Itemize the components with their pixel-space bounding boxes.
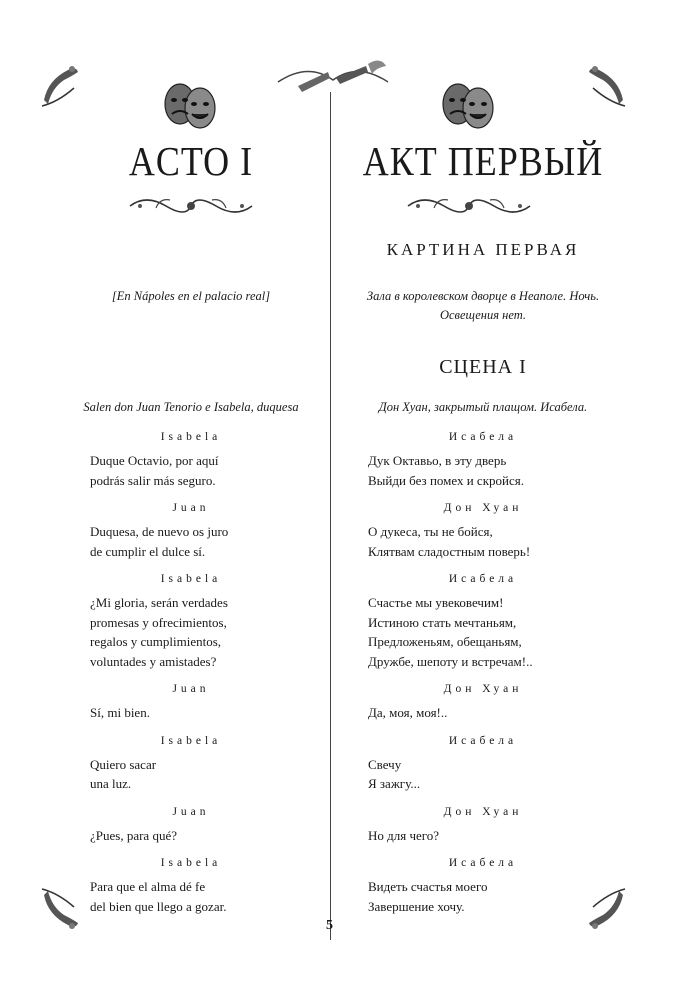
speaker-name: Дон Хуан xyxy=(443,805,523,818)
verse-block xyxy=(60,703,322,723)
top-center-ornament xyxy=(268,52,398,102)
speaker-name: Исабела xyxy=(448,734,518,747)
verse-line: Видеть счастья моего xyxy=(368,879,488,894)
verse-line: Quiero sacar xyxy=(90,756,157,772)
speaker-name: Исабела xyxy=(448,573,518,585)
verse-line: podrás salir más seguro. xyxy=(90,472,216,488)
speaker-name: Juan xyxy=(172,805,210,818)
verse-line: Para que el alma dé fe xyxy=(90,879,206,894)
verse-block xyxy=(60,593,322,671)
verse-block xyxy=(60,522,322,561)
verse-line: Предложеньям, обещаньям, xyxy=(368,634,522,649)
speaker-name: Исабела xyxy=(448,857,518,869)
corner-ornament-top-right xyxy=(585,60,629,110)
corner-ornament-top-left xyxy=(38,60,82,110)
speaker-name: Дон Хуан xyxy=(443,683,523,695)
speaker-name: Isabela xyxy=(160,734,222,747)
verse-block xyxy=(344,593,622,671)
verse-line: del bien que llego a gozar. xyxy=(90,898,227,914)
verse-line: Да, моя, моя!.. xyxy=(368,705,448,720)
verse-line: Счастье мы увековечим! xyxy=(368,595,504,610)
speaker-name: Isabela xyxy=(160,431,222,443)
scene-number: СЦЕНА I xyxy=(439,356,527,378)
verse-line: Завершение хочу. xyxy=(368,898,465,914)
scene-title-russian: КАРТИНА ПЕРВАЯ xyxy=(386,240,580,259)
verse-block xyxy=(344,755,622,794)
speaker-name: Дон Хуан xyxy=(443,502,523,514)
verse-block xyxy=(60,826,322,846)
verse-block xyxy=(344,451,622,490)
verse-block xyxy=(60,755,322,794)
speaker-name: Isabela xyxy=(160,857,222,869)
flourish-ornament xyxy=(126,190,256,222)
theater-masks-icon xyxy=(158,78,222,134)
speaker-name: Исабела xyxy=(448,431,518,443)
verse-line: promesas y ofrecimientos, xyxy=(90,614,227,630)
verse-line: О дукеса, ты не бойся, xyxy=(368,524,493,539)
verse-block xyxy=(60,877,322,916)
verse-line: Duque Octavio, por aquí xyxy=(90,453,219,468)
verse-block xyxy=(344,522,622,561)
verse-block xyxy=(344,877,622,916)
speaker-name: Isabela xyxy=(160,573,222,585)
verse-line: Но для чего? xyxy=(368,827,440,843)
verse-line: ¿Pues, para qué? xyxy=(90,827,177,843)
verse-block xyxy=(60,451,322,490)
verse-line: Sí, mi bien. xyxy=(90,705,150,720)
verse-block xyxy=(344,703,622,723)
setting-line: Зала в королевском дворце в Неаполе. Ночь. xyxy=(366,289,600,303)
act-title-russian: АКТ ПЕРВЫЙ xyxy=(362,138,604,184)
stage-direction-russian: Дон Хуан, закрытый плащом. Исабела. xyxy=(378,400,588,414)
speaker-name: Juan xyxy=(172,683,210,695)
setting-russian xyxy=(344,287,622,325)
dialogue-spanish xyxy=(60,397,322,916)
verse-line: regalos y cumplimientos, xyxy=(90,634,222,649)
setting-line: Освещения нет. xyxy=(439,308,527,322)
verse-line: de cumplir el dulce sí. xyxy=(90,543,206,559)
dialogue-russian xyxy=(344,397,622,916)
verse-line: Свечу xyxy=(368,756,402,772)
verse-block xyxy=(344,826,622,846)
speaker-name: Juan xyxy=(172,502,210,514)
verse-line: una luz. xyxy=(90,776,132,791)
verse-line: Дружбе, шепоту и встречам!.. xyxy=(368,653,533,669)
verse-line: Дук Октавьо, в эту дверь xyxy=(368,453,507,468)
verse-line: Я зажгу... xyxy=(368,776,421,791)
verse-line: ¿Mi gloria, serán verdades xyxy=(90,595,228,610)
stage-direction-spanish: Salen don Juan Tenorio e Isabela, duquesa xyxy=(83,400,299,414)
verse-line: voluntades y amistades? xyxy=(90,653,217,669)
verse-line: Клятвам сладостным поверь! xyxy=(368,543,531,559)
theater-masks-icon xyxy=(436,78,500,134)
act-title-spanish: ACTO I xyxy=(128,138,254,184)
verse-line: Истиною стать мечтаньям, xyxy=(368,614,517,630)
column-divider xyxy=(330,92,331,940)
setting-spanish: [En Nápoles en el palacio real] xyxy=(111,289,271,303)
verse-line: Выйди без помех и скройся. xyxy=(368,472,524,488)
page-number: 5 xyxy=(326,918,333,933)
verse-line: Duquesa, de nuevo os juro xyxy=(90,524,229,539)
flourish-ornament xyxy=(404,190,534,222)
